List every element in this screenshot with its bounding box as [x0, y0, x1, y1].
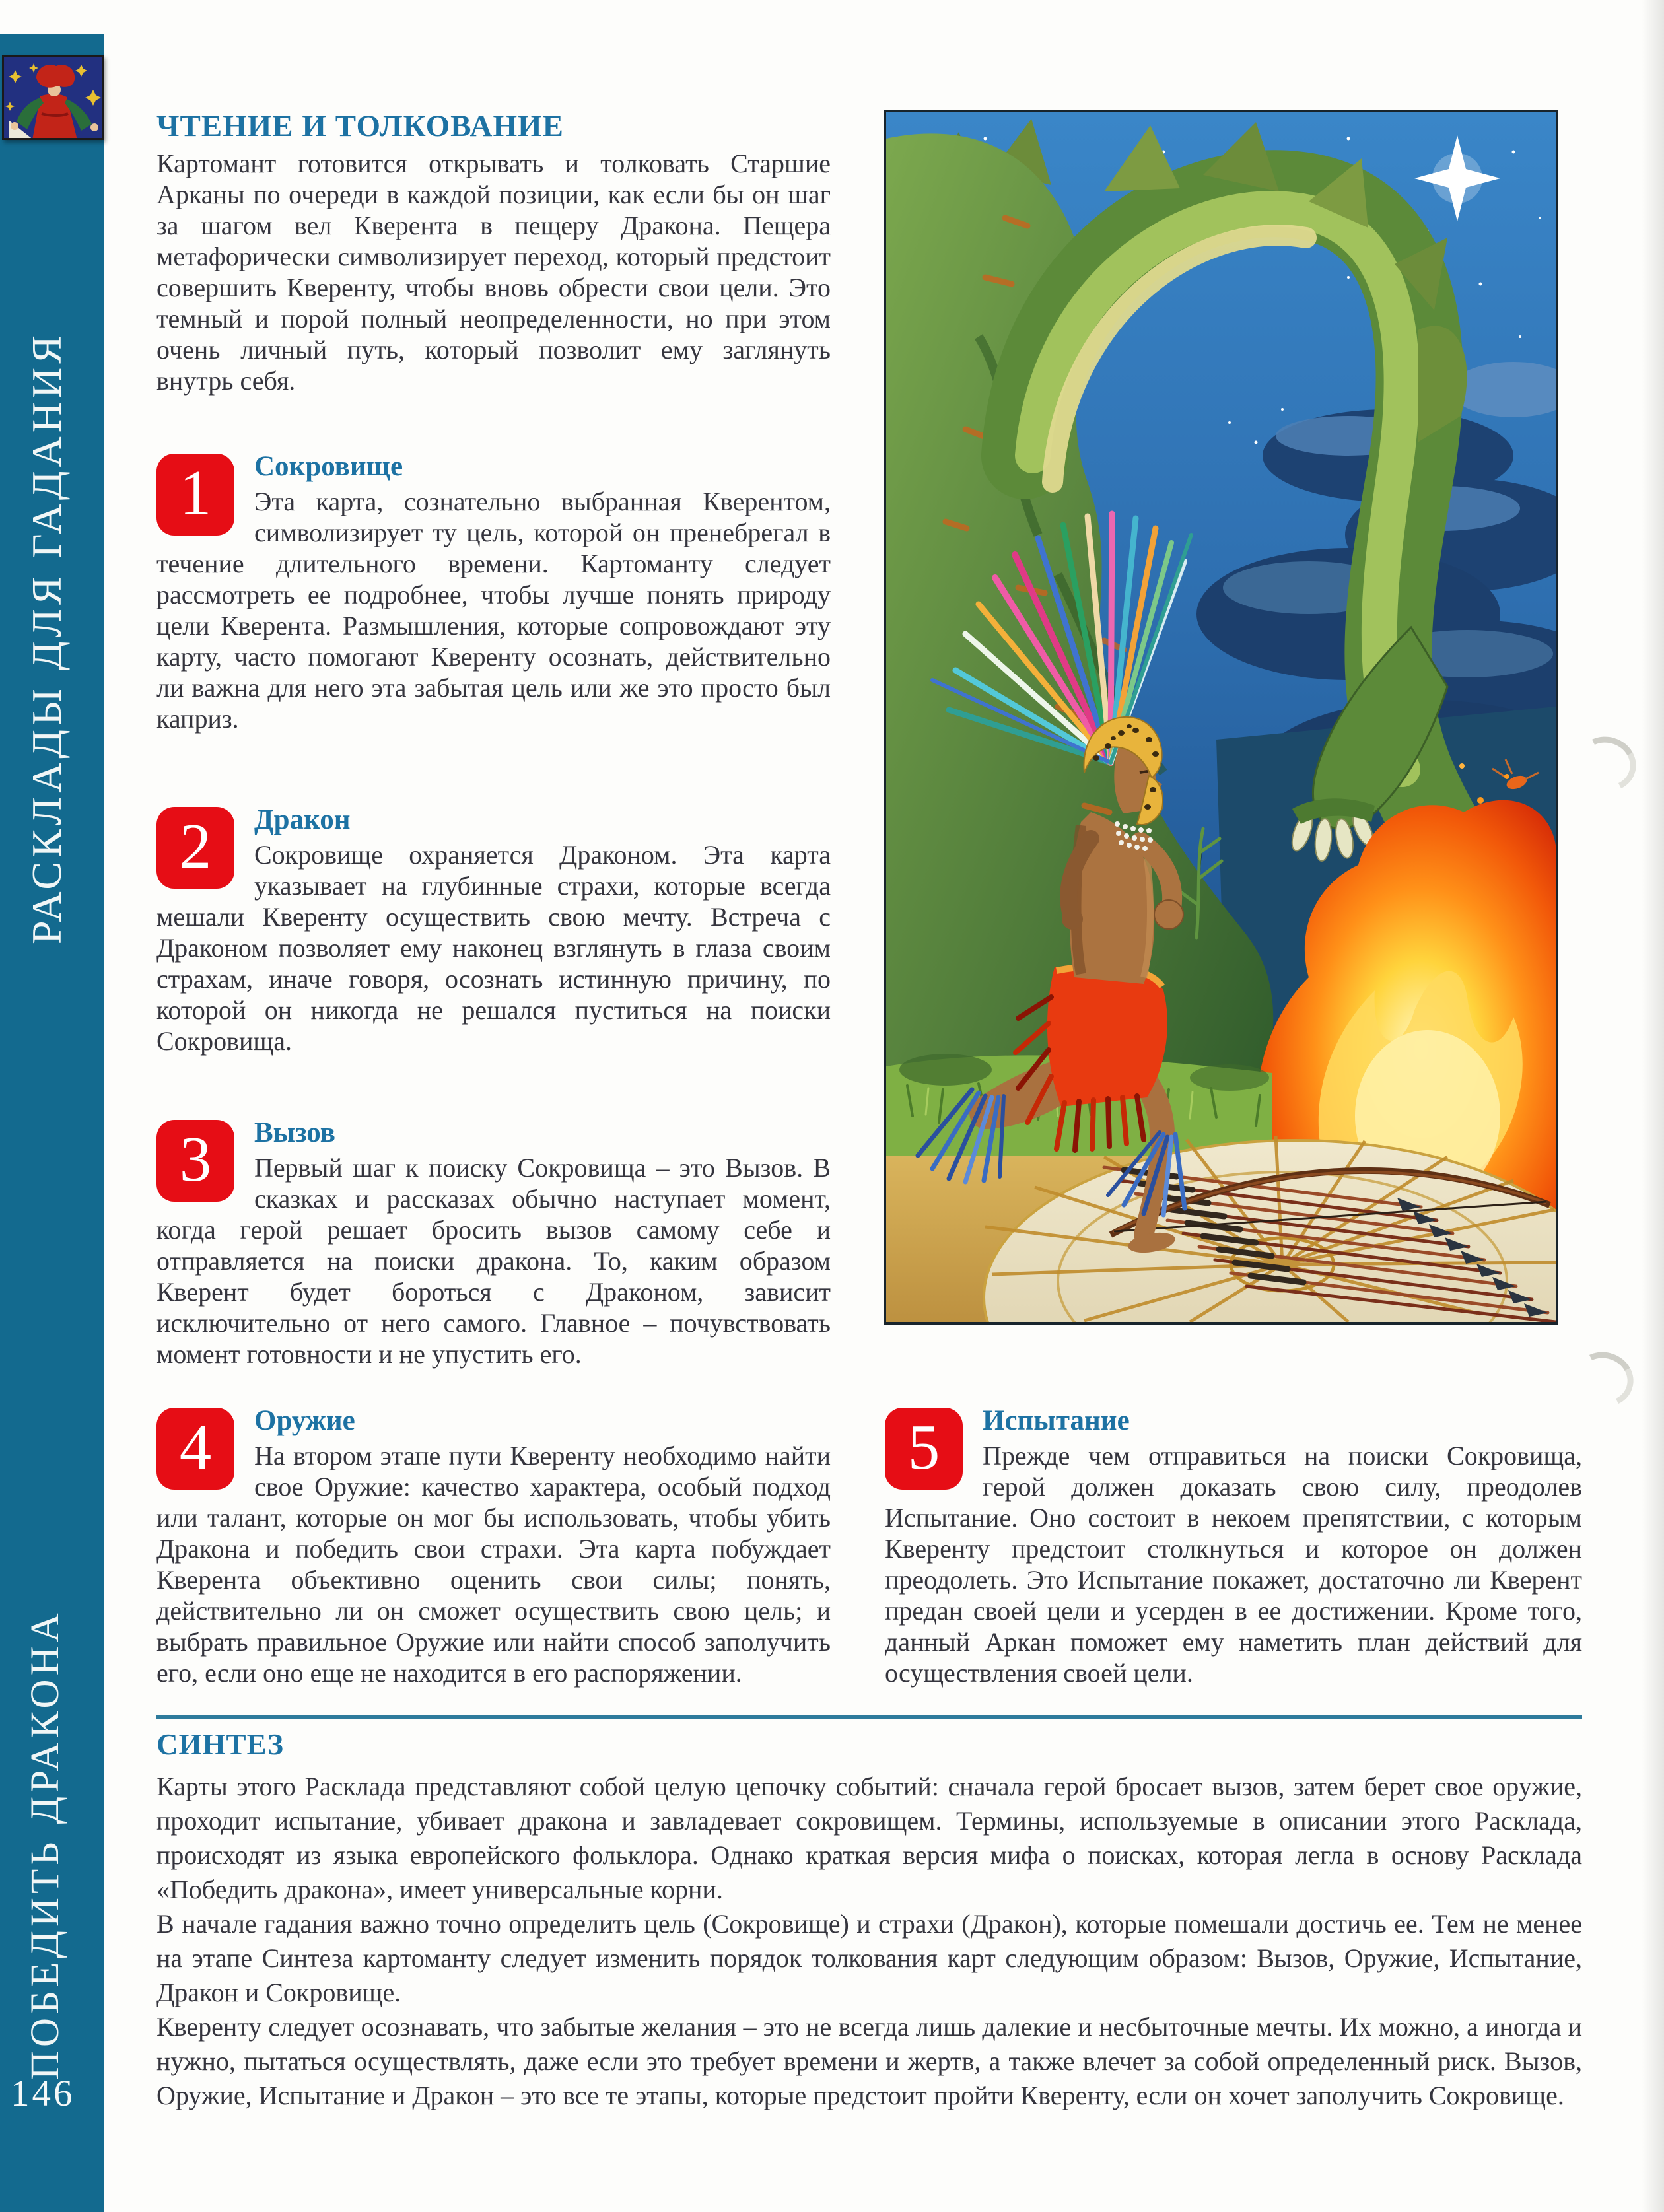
position-title: Испытание [983, 1405, 1130, 1436]
position-text: Прежде чем отправиться на поиски Сокровища, герой должен доказать свою силу, преодолев Испытание. Оно состоит в некоем препятствии, с которым Кверенту предстоит столкнуться и которое он должен преодолеть. Это Испытание покажет, достаточно ли Кверент предан своей цели и усерден в ее достижении. Кроме того, данный Аркан поможет ему наметить план действий для осуществления своей цели. [885, 1441, 1582, 1688]
position-title: Сокровище [254, 451, 403, 482]
position-text: Сокровище охраняется Драконом. Эта карта указывает на глубинные страхи, которые всегда мешали Кверенту осуществить свою мечту. Встреча с Драконом позволяет ему наконец взглянуть в глаза своим страхам, иначе говоря, осознать истинную причину, по которой он никогда не решался пуститься на поиски Сокровища. [156, 840, 831, 1056]
synthesis-paragraph: Кверенту следует осознавать, что забытые желания – это не всегда лишь далекие и несбыточные мечты. Их можно, а иногда и нужно, пытаться осуществлять, даже если это требует времени и жертв, а также влечет за собой определенный риск. Вызов, Оружие, Испытание и Дракон – это все те этапы, которые предстоит пройти Кверенту, если он хочет заполучить Сокровище. [156, 2012, 1582, 2110]
position-number-badge: 3 [156, 1120, 234, 1202]
position-block-5 [885, 1405, 1582, 1688]
position-number-badge: 4 [156, 1408, 234, 1490]
page-curl-artifact [1568, 1344, 1641, 1414]
synthesis-section [156, 1727, 1582, 2113]
position-block-1 [156, 451, 831, 734]
tarot-figure-thumbnail [2, 55, 104, 140]
synthesis-paragraph: Карты этого Расклада представляют собой целую цепочку событий: сначала герой бросает вызов, затем берет свое оружие, проходит испытание, убивает дракона и завладевает сокровищем. Термины, используемые в описании этого Расклада, происходят из языка европейского фольклора. Однако краткая версия мифа о поисках, которая легла в основу Расклада «Победить дракона», имеет универсальные корни. [156, 1772, 1582, 1904]
position-text: Эта карта, сознательно выбранная Кверентом, символизирует ту цель, которой он пренебрегал в течение длительного времени. Картоманту следует рассмотреть ее подробнее, чтобы лучше понять природу цели Кверента. Размышления, которые сопровождают эту карту, часто помогают Кверенту осознать, действительно ли важна для него эта забытая цель или же это просто был каприз. [156, 487, 831, 734]
position-block-2 [156, 804, 831, 1056]
synthesis-paragraph: В начале гадания важно точно определить цель (Сокровище) и страхи (Дракон), которые помешали достичь ее. Тем не менее на этапе Синтеза картоманту следует изменить порядок толкования карт следующим образом: Вызов, Оружие, Испытание, Дракон и Сокровище. [156, 1909, 1582, 2007]
position-title: Вызов [254, 1117, 335, 1148]
position-title: Дракон [254, 804, 351, 835]
section-title-reading: ЧТЕНИЕ И ТОЛКОВАНИЕ [156, 109, 564, 143]
page-curl-artifact [1570, 729, 1644, 799]
position-block-4 [156, 1405, 831, 1688]
page-number: 146 [11, 2073, 75, 2114]
position-text: На втором этапе пути Кверенту необходимо найти свое Оружие: качество характера, особый подход или талант, которые он мог бы использовать, чтобы убить Дракона и победить свои страхи. Эта карта побуждает Кверента объективно оценить свои силы; понять, действительно ли он сможет осуществить свою цель; и выбрать правильное Оружие или найти способ заполучить его, если оно еще не находится в его распоряжении. [156, 1441, 831, 1688]
position-number-badge: 1 [156, 454, 234, 536]
position-number-badge: 5 [885, 1408, 963, 1490]
synthesis-title: СИНТЕЗ [156, 1728, 284, 1761]
dragon-illustration [884, 110, 1558, 1325]
position-text: Первый шаг к поиску Сокровища – это Вызов. В сказках и рассказах обычно наступает момент, когда герой решает бросить вызов самому себе и отправляется на поиски дракона. То, каким образом Кверент будет бороться с Драконом, зависит исключительно от него самого. Главное – почувствовать момент готовности и не упустить его. [156, 1153, 831, 1369]
position-title: Оружие [254, 1405, 355, 1436]
section-divider-rule [156, 1715, 1582, 1719]
spine-label-top: РАСКЛАДЫ ДЛЯ ГАДАНИЯ [23, 331, 70, 944]
page-edge-shadow [1642, 0, 1664, 2212]
position-number-badge: 2 [156, 807, 234, 889]
reading-intro-paragraph: Картомант готовится открывать и толковать Старшие Арканы по очереди в каждой позиции, как если бы он шаг за шагом вел Кверента в пещеру Дракона. Пещера метафорически символизирует переход, который предстоит совершить Кверенту, чтобы вновь обрести свои цели. Это темный и порой полный неопределенности, но при этом очень личный путь, который позволит ему заглянуть внутрь себя. [156, 149, 831, 396]
spine-label-bottom: ПОБЕДИТЬ ДРАКОНА [23, 1609, 67, 2080]
position-block-3 [156, 1117, 831, 1369]
